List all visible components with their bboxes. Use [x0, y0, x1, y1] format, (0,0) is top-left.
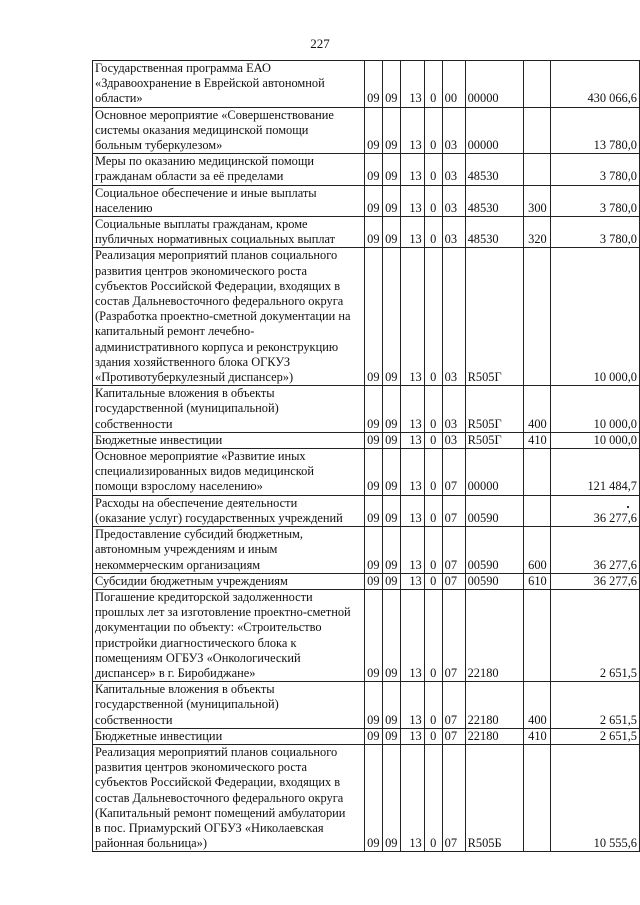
- row-name-cell: [93, 527, 365, 574]
- row-name-line: Социальные выплаты гражданам, кроме: [95, 217, 308, 232]
- table-row: [93, 386, 640, 433]
- code-cell-c7: [524, 495, 551, 526]
- code-cell-c7: [524, 154, 551, 185]
- code-cell-c4: 0: [424, 744, 442, 851]
- row-name-cell: [93, 386, 365, 433]
- code-cell-c5: 03: [442, 107, 465, 154]
- table-row: [93, 107, 640, 154]
- code-cell-c7: [524, 61, 551, 108]
- code-cell-c1: 09: [364, 248, 382, 386]
- amount-cell: 3 780,0: [551, 154, 640, 185]
- code-cell-c7: 610: [524, 573, 551, 589]
- code-cell-c4: 0: [424, 449, 442, 496]
- code-cell-c4: 0: [424, 432, 442, 448]
- row-name-line: Капитальные вложения в объекты: [95, 682, 275, 697]
- code-cell-c4: 0: [424, 217, 442, 248]
- amount-cell: 10 555,6: [551, 744, 640, 851]
- code-cell-c5: 03: [442, 154, 465, 185]
- row-name-line: субъектов Российской Федерации, входящих в: [95, 775, 341, 790]
- row-name-line: (Капитальный ремонт помещений амбулатории: [95, 805, 346, 820]
- code-cell-c3: 13: [400, 61, 424, 108]
- code-cell-c1: 09: [364, 589, 382, 681]
- code-cell-c7: 600: [524, 527, 551, 574]
- code-cell-c5: 07: [442, 527, 465, 574]
- row-name-cell: [93, 61, 365, 108]
- code-cell-c5: 07: [442, 728, 465, 744]
- row-name-cell: [93, 217, 365, 248]
- row-name-line: Капитальные вложения в объекты: [95, 386, 275, 401]
- code-cell-c3: 13: [400, 107, 424, 154]
- amount-cell: 430 066,6: [551, 61, 640, 108]
- code-cell-c7: 320: [524, 217, 551, 248]
- code-cell-c5: 07: [442, 589, 465, 681]
- code-cell-c7: [524, 449, 551, 496]
- amount-cell: 2 651,5: [551, 589, 640, 681]
- amount-cell: 36 277,6: [551, 573, 640, 589]
- table-row: [93, 495, 640, 526]
- row-name-line: документации по объекту: «Строительство: [95, 620, 322, 635]
- row-name-line: развития центров экономического роста: [95, 263, 308, 278]
- row-name-line: Социальное обеспечение и иные выплаты: [95, 185, 317, 200]
- code-cell-c6: 00590: [465, 573, 524, 589]
- code-cell-c1: 09: [364, 185, 382, 216]
- code-cell-c1: 09: [364, 744, 382, 851]
- code-cell-c5: 07: [442, 744, 465, 851]
- table-row: [93, 449, 640, 496]
- row-name-line: районная больница»): [95, 836, 207, 851]
- row-name-line: Погашение кредиторской задолженности: [95, 589, 313, 604]
- row-name-line: населению: [95, 200, 153, 215]
- scan-speck: [627, 506, 629, 508]
- code-cell-c3: 13: [400, 449, 424, 496]
- row-name-line: административного корпуса и реконструкцию: [95, 339, 339, 354]
- table-row: [93, 527, 640, 574]
- row-name-line: Меры по оказанию медицинской помощи: [95, 154, 315, 169]
- code-cell-c6: 48530: [465, 154, 524, 185]
- code-cell-c1: 09: [364, 682, 382, 729]
- row-name-line: капитальный ремонт лечебно-: [95, 324, 255, 339]
- code-cell-c3: 13: [400, 495, 424, 526]
- code-cell-c1: 09: [364, 432, 382, 448]
- code-cell-c2: 09: [382, 744, 400, 851]
- code-cell-c2: 09: [382, 154, 400, 185]
- code-cell-c6: R505Г: [465, 386, 524, 433]
- table-row: [93, 432, 640, 448]
- row-name-line: специализированных видов медицинской: [95, 464, 314, 479]
- amount-cell: 3 780,0: [551, 185, 640, 216]
- code-cell-c3: 13: [400, 217, 424, 248]
- code-cell-c7: [524, 248, 551, 386]
- row-name-line: диспансер» в г. Биробиджане»: [95, 665, 256, 680]
- code-cell-c5: 03: [442, 217, 465, 248]
- code-cell-c6: 00590: [465, 495, 524, 526]
- code-cell-c1: 09: [364, 61, 382, 108]
- table-row: [93, 61, 640, 108]
- row-name-line: государственной (муниципальной): [95, 401, 279, 416]
- code-cell-c4: 0: [424, 248, 442, 386]
- code-cell-c6: 22180: [465, 682, 524, 729]
- row-name-cell: [93, 744, 365, 851]
- row-name-line: собственности: [95, 712, 173, 727]
- code-cell-c6: R505Г: [465, 248, 524, 386]
- row-name-cell: [93, 107, 365, 154]
- code-cell-c4: 0: [424, 107, 442, 154]
- row-name-line: Предоставление субсидий бюджетным,: [95, 527, 303, 542]
- row-name-line: Бюджетные инвестиции: [95, 432, 223, 447]
- row-name-line: системы оказания медицинской помощи: [95, 122, 309, 137]
- row-name-line: Расходы на обеспечение деятельности: [95, 495, 298, 510]
- row-name-line: Субсидии бюджетным учреждениям: [95, 573, 288, 588]
- row-name-line: в пос. Приамурский ОГБУЗ «Николаевская: [95, 820, 324, 835]
- code-cell-c6: R505Г: [465, 432, 524, 448]
- row-name-cell: [93, 573, 365, 589]
- row-name-line: (оказание услуг) государственных учреждений: [95, 510, 343, 525]
- code-cell-c2: 09: [382, 682, 400, 729]
- code-cell-c5: 07: [442, 573, 465, 589]
- row-name-line: Основное мероприятие «Совершенствование: [95, 107, 334, 122]
- code-cell-c4: 0: [424, 386, 442, 433]
- amount-cell: 10 000,0: [551, 432, 640, 448]
- code-cell-c2: 09: [382, 107, 400, 154]
- code-cell-c5: 03: [442, 386, 465, 433]
- row-name-line: Государственная программа ЕАО: [95, 61, 271, 75]
- code-cell-c3: 13: [400, 527, 424, 574]
- row-name-cell: [93, 682, 365, 729]
- table-row: [93, 248, 640, 386]
- row-name-line: развития центров экономического роста: [95, 760, 308, 775]
- code-cell-c3: 13: [400, 154, 424, 185]
- amount-cell: 121 484,7: [551, 449, 640, 496]
- row-name-line: «Противотуберкулезный диспансер»): [95, 370, 294, 385]
- code-cell-c7: [524, 744, 551, 851]
- row-name-line: помощи взрослому населению»: [95, 479, 263, 494]
- amount-cell: 36 277,6: [551, 495, 640, 526]
- code-cell-c3: 13: [400, 248, 424, 386]
- code-cell-c2: 09: [382, 495, 400, 526]
- code-cell-c2: 09: [382, 386, 400, 433]
- code-cell-c4: 0: [424, 682, 442, 729]
- code-cell-c5: 07: [442, 682, 465, 729]
- row-name-line: автономным учреждениям и иным: [95, 542, 278, 557]
- table-row: [93, 573, 640, 589]
- row-name-line: прошлых лет за изготовление проектно-сметной: [95, 605, 351, 620]
- code-cell-c3: 13: [400, 744, 424, 851]
- budget-table-body: [93, 61, 640, 852]
- code-cell-c1: 09: [364, 154, 382, 185]
- row-name-cell: [93, 185, 365, 216]
- row-name-line: области»: [95, 91, 143, 106]
- code-cell-c1: 09: [364, 107, 382, 154]
- code-cell-c4: 0: [424, 185, 442, 216]
- table-row: [93, 589, 640, 681]
- table-row: [93, 185, 640, 216]
- budget-table: [92, 60, 640, 852]
- code-cell-c2: 09: [382, 589, 400, 681]
- amount-cell: 10 000,0: [551, 386, 640, 433]
- row-name-line: субъектов Российской Федерации, входящих в: [95, 278, 341, 293]
- table-row: [93, 744, 640, 851]
- code-cell-c2: 09: [382, 728, 400, 744]
- row-name-line: помещениям ОГБУЗ «Онкологический: [95, 650, 301, 665]
- row-name-line: (Разработка проектно-сметной документации на: [95, 309, 351, 324]
- code-cell-c2: 09: [382, 573, 400, 589]
- code-cell-c5: 00: [442, 61, 465, 108]
- code-cell-c7: 300: [524, 185, 551, 216]
- code-cell-c6: 48530: [465, 185, 524, 216]
- code-cell-c1: 09: [364, 527, 382, 574]
- code-cell-c6: 48530: [465, 217, 524, 248]
- table-row: [93, 154, 640, 185]
- code-cell-c6: R505Б: [465, 744, 524, 851]
- row-name-line: Бюджетные инвестиции: [95, 728, 223, 743]
- row-name-cell: [93, 154, 365, 185]
- code-cell-c1: 09: [364, 386, 382, 433]
- table-row: [93, 682, 640, 729]
- row-name-line: государственной (муниципальной): [95, 697, 279, 712]
- code-cell-c2: 09: [382, 449, 400, 496]
- code-cell-c6: 22180: [465, 589, 524, 681]
- table-row: [93, 217, 640, 248]
- code-cell-c4: 0: [424, 573, 442, 589]
- code-cell-c7: [524, 589, 551, 681]
- code-cell-c2: 09: [382, 248, 400, 386]
- code-cell-c5: 07: [442, 449, 465, 496]
- code-cell-c5: 03: [442, 185, 465, 216]
- row-name-line: состав Дальневосточного федерального округа: [95, 294, 344, 309]
- code-cell-c2: 09: [382, 61, 400, 108]
- row-name-line: пристройки диагностического блока к: [95, 635, 297, 650]
- code-cell-c3: 13: [400, 185, 424, 216]
- code-cell-c2: 09: [382, 217, 400, 248]
- code-cell-c3: 13: [400, 386, 424, 433]
- row-name-line: некоммерческим организациям: [95, 557, 261, 572]
- code-cell-c6: 22180: [465, 728, 524, 744]
- code-cell-c5: 03: [442, 248, 465, 386]
- amount-cell: 10 000,0: [551, 248, 640, 386]
- code-cell-c2: 09: [382, 185, 400, 216]
- code-cell-c3: 13: [400, 432, 424, 448]
- row-name-line: Реализация мероприятий планов социального: [95, 248, 338, 263]
- amount-cell: 2 651,5: [551, 682, 640, 729]
- row-name-cell: [93, 432, 365, 448]
- code-cell-c4: 0: [424, 61, 442, 108]
- code-cell-c2: 09: [382, 527, 400, 574]
- code-cell-c6: 00000: [465, 449, 524, 496]
- code-cell-c4: 0: [424, 527, 442, 574]
- row-name-line: гражданам области за её пределами: [95, 169, 284, 184]
- row-name-line: публичных нормативных социальных выплат: [95, 232, 336, 247]
- code-cell-c5: 03: [442, 432, 465, 448]
- row-name-cell: [93, 248, 365, 386]
- amount-cell: 13 780,0: [551, 107, 640, 154]
- amount-cell: 2 651,5: [551, 728, 640, 744]
- code-cell-c3: 13: [400, 573, 424, 589]
- code-cell-c1: 09: [364, 217, 382, 248]
- row-name-cell: [93, 449, 365, 496]
- row-name-line: состав Дальневосточного федерального округа: [95, 790, 344, 805]
- code-cell-c1: 09: [364, 495, 382, 526]
- row-name-cell: [93, 728, 365, 744]
- row-name-cell: [93, 589, 365, 681]
- code-cell-c6: 00000: [465, 107, 524, 154]
- code-cell-c7: 410: [524, 432, 551, 448]
- code-cell-c5: 07: [442, 495, 465, 526]
- page-number: 227: [310, 36, 330, 51]
- code-cell-c2: 09: [382, 432, 400, 448]
- code-cell-c7: 410: [524, 728, 551, 744]
- code-cell-c4: 0: [424, 495, 442, 526]
- code-cell-c1: 09: [364, 728, 382, 744]
- code-cell-c4: 0: [424, 589, 442, 681]
- row-name-line: Реализация мероприятий планов социального: [95, 744, 338, 759]
- row-name-cell: [93, 495, 365, 526]
- row-name-line: больным туберкулезом»: [95, 138, 223, 153]
- code-cell-c7: 400: [524, 386, 551, 433]
- code-cell-c1: 09: [364, 573, 382, 589]
- amount-cell: 3 780,0: [551, 217, 640, 248]
- code-cell-c3: 13: [400, 682, 424, 729]
- code-cell-c6: 00000: [465, 61, 524, 108]
- code-cell-c4: 0: [424, 728, 442, 744]
- row-name-line: Основное мероприятие «Развитие иных: [95, 449, 306, 464]
- row-name-line: «Здравоохранение в Еврейской автономной: [95, 76, 325, 91]
- row-name-line: собственности: [95, 416, 173, 431]
- row-name-line: здания хозяйственного блока ОГКУЗ: [95, 354, 291, 369]
- code-cell-c1: 09: [364, 449, 382, 496]
- code-cell-c3: 13: [400, 728, 424, 744]
- code-cell-c6: 00590: [465, 527, 524, 574]
- code-cell-c4: 0: [424, 154, 442, 185]
- code-cell-c7: 400: [524, 682, 551, 729]
- code-cell-c3: 13: [400, 589, 424, 681]
- table-row: [93, 728, 640, 744]
- amount-cell: 36 277,6: [551, 527, 640, 574]
- code-cell-c7: [524, 107, 551, 154]
